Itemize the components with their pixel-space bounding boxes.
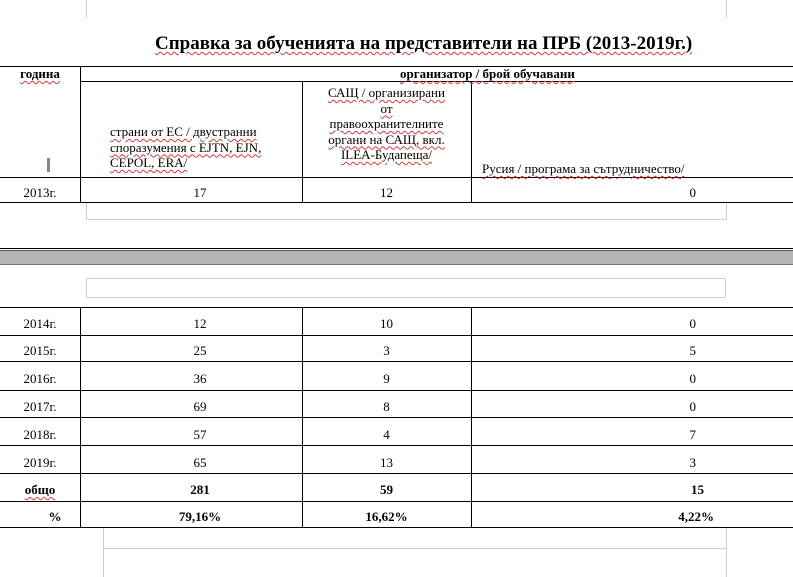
col-russia-header: Русия / програма за сътрудничество/ <box>482 161 685 176</box>
table-border <box>80 307 81 527</box>
table-border <box>0 177 793 178</box>
total-usa: 59 <box>380 482 393 497</box>
usa-cell: 4 <box>383 427 390 442</box>
margin-guide-mid <box>726 202 727 220</box>
table-border <box>302 81 303 202</box>
table-border <box>0 473 793 474</box>
usa-cell: 9 <box>383 371 390 386</box>
year-cell: 2015г. <box>23 343 57 358</box>
table-border <box>0 202 793 203</box>
table-border <box>0 527 793 528</box>
table-border <box>0 445 793 446</box>
total-eu: 281 <box>190 482 210 497</box>
russia-cell: 0 <box>689 371 696 386</box>
eu-2013: 17 <box>193 185 207 200</box>
usa-cell: 8 <box>383 399 390 414</box>
margin-guide-bottom <box>103 527 104 577</box>
total-russia: 15 <box>691 482 704 497</box>
eu-cell: 25 <box>193 343 207 358</box>
margin-guide-bottom <box>103 548 727 549</box>
year-cell: 2019г. <box>23 455 57 470</box>
usa-cell: 10 <box>380 316 393 331</box>
table-border <box>0 307 793 308</box>
eu-cell: 36 <box>193 371 207 386</box>
russia-cell: 5 <box>689 343 696 358</box>
usa-cell: 3 <box>383 343 390 358</box>
eu-cell: 65 <box>193 455 207 470</box>
year-cell: 2018г. <box>23 427 57 442</box>
percent-eu: 79,16% <box>178 509 222 524</box>
table-border <box>80 66 81 202</box>
percent-label: % <box>48 509 62 524</box>
page-break-gap <box>0 250 793 265</box>
table-border <box>0 417 793 418</box>
russia-cell: 3 <box>689 455 696 470</box>
year-cell: 2014г. <box>23 316 57 331</box>
margin-guide-mid <box>86 219 727 220</box>
margin-guide-mid <box>86 202 87 220</box>
eu-cell: 57 <box>193 427 207 442</box>
table-border <box>0 361 793 362</box>
eu-cell: 12 <box>193 316 207 331</box>
russia-cell: 0 <box>689 399 696 414</box>
russia-cell: 7 <box>689 427 696 442</box>
year-cell: 2016г. <box>23 371 57 386</box>
col-eu-header: страни от ЕС / двустранни споразумения с EJTN, EJN, CEPOL, ERA/ <box>110 124 262 170</box>
header-textbox[interactable] <box>86 278 726 298</box>
organizer-header: организатор / брой обучавани <box>400 66 575 81</box>
usa-cell: 13 <box>380 455 393 470</box>
text-cursor <box>47 158 50 172</box>
table-border-top <box>0 66 793 67</box>
col-usa-header: САЩ / организирани от правоохранителните органи на САЩ, вкл. ILEA-Будапеща/ <box>328 85 445 162</box>
table-border <box>0 335 793 336</box>
table-border <box>471 81 472 202</box>
year-header: година <box>20 66 60 81</box>
margin-guide-bottom <box>726 527 727 577</box>
margin-guide-top <box>726 0 727 18</box>
table-border <box>0 248 793 249</box>
total-label: общо <box>24 482 56 497</box>
title-text: Справка за обученията на представители на ПРБ (2013-2019г.) <box>155 33 693 54</box>
year-2013: 2013г. <box>23 185 57 200</box>
usa-2013: 12 <box>380 185 393 200</box>
eu-cell: 69 <box>193 399 207 414</box>
year-cell: 2017г. <box>23 399 57 414</box>
russia-2013: 0 <box>689 185 696 200</box>
document-title <box>0 33 793 55</box>
margin-guide-top <box>86 0 87 18</box>
percent-russia: 4,22% <box>678 509 714 524</box>
percent-usa: 16,62% <box>365 509 408 524</box>
table-border <box>0 501 793 502</box>
table-border <box>0 390 793 391</box>
russia-cell: 0 <box>689 316 696 331</box>
